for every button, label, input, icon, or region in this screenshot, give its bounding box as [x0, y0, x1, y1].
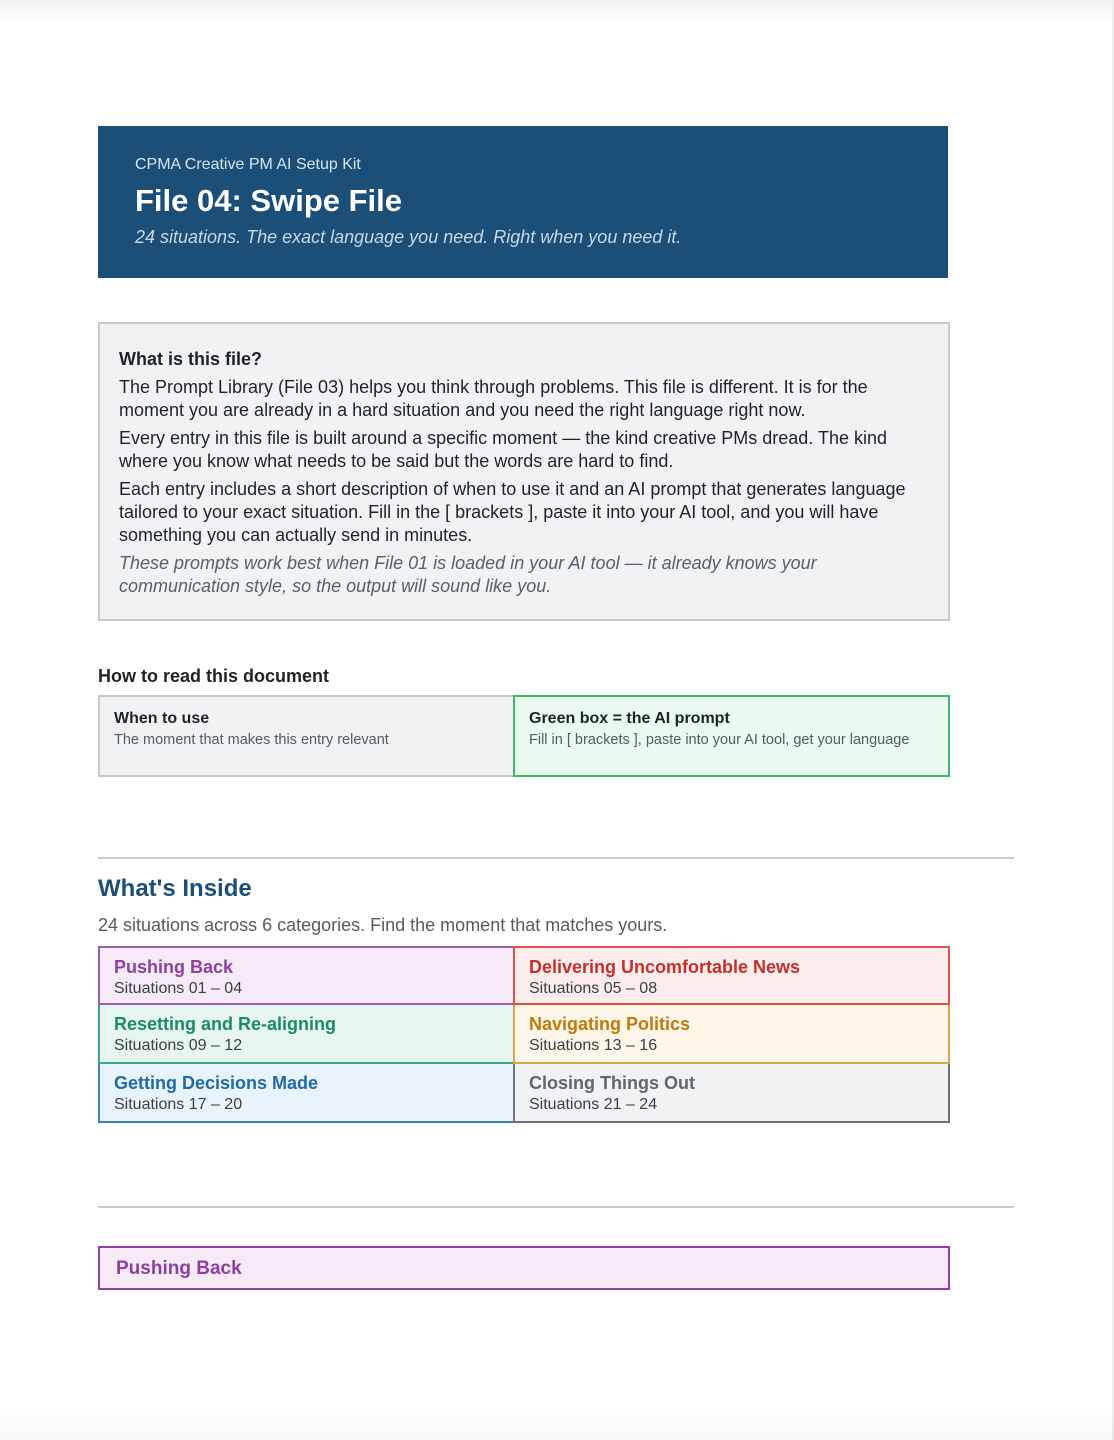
category-range: Situations 09 – 12: [114, 1037, 243, 1054]
category-range: Situations 13 – 16: [529, 1037, 658, 1054]
legend-table: [98, 695, 950, 777]
category-pushing-back: [98, 946, 513, 1005]
category-range: Situations 05 – 08: [529, 980, 658, 997]
category-name: Navigating Politics: [529, 1014, 691, 1034]
category-name: Pushing Back: [114, 957, 234, 977]
legend-ai-prompt: [513, 695, 950, 777]
intro-note: These prompts work best when File 01 is loaded in your AI tool — it already knows your communication style, so the output will sound like you.: [119, 553, 817, 596]
category-name: Resetting and Re-aligning: [114, 1014, 337, 1034]
category-range: Situations 01 – 04: [114, 980, 243, 997]
page-tagline: 24 situations. The exact language you need. Right when you need it.: [135, 227, 682, 247]
category-uncomfortable-news: [513, 946, 950, 1005]
kit-name: CPMA Creative PM AI Setup Kit: [135, 156, 361, 173]
howto-title: How to read this document: [98, 666, 330, 686]
page-title: File 04: Swipe File: [135, 183, 403, 218]
legend-heading: Green box = the AI prompt: [529, 710, 730, 727]
legend-when-to-use: [98, 695, 513, 777]
category-range: Situations 17 – 20: [114, 1096, 243, 1113]
category-grid: [98, 946, 950, 1123]
divider: [98, 1206, 1014, 1208]
section-subtitle: 24 situations across 6 categories. Find the moment that matches yours.: [98, 915, 668, 935]
intro-heading: What is this file?: [119, 349, 263, 369]
category-name: Getting Decisions Made: [114, 1073, 319, 1093]
page-top-shadow: [0, 0, 1114, 24]
category-name: Delivering Uncomfortable News: [529, 957, 801, 977]
section-title: What's Inside: [98, 875, 252, 902]
intro-box: [98, 322, 950, 621]
intro-paragraph: The Prompt Library (File 03) helps you think through problems. This file is different. It is for the moment you are already in a hard situation and you need the right language right now.: [119, 377, 868, 420]
category-name: Closing Things Out: [529, 1073, 695, 1093]
intro-paragraph: Each entry includes a short description of when to use it and an AI prompt that generates language tailored to your exact situation. Fill in the [ brackets ], paste it into your AI tool, and you will have something you can actually send in minutes.: [119, 479, 906, 545]
category-politics: [513, 1005, 950, 1064]
page-bottom-shadow: [0, 1410, 1114, 1440]
intro-paragraph: Every entry in this file is built around a specific moment — the kind creative PMs dread. The kind where you know what needs to be said but the words are hard to find.: [119, 428, 888, 471]
divider: [98, 857, 1014, 859]
category-closing: [513, 1064, 950, 1123]
legend-desc: Fill in [ brackets ], paste into your AI tool, get your language: [529, 732, 910, 748]
legend-desc: The moment that makes this entry relevant: [114, 732, 389, 748]
category-resetting: [98, 1005, 513, 1064]
header-banner: [98, 126, 948, 278]
section-header-label: Pushing Back: [116, 1258, 242, 1279]
category-range: Situations 21 – 24: [529, 1096, 658, 1113]
category-decisions: [98, 1064, 513, 1123]
legend-heading: When to use: [114, 710, 210, 727]
section-header-pushing-back: [98, 1246, 950, 1290]
